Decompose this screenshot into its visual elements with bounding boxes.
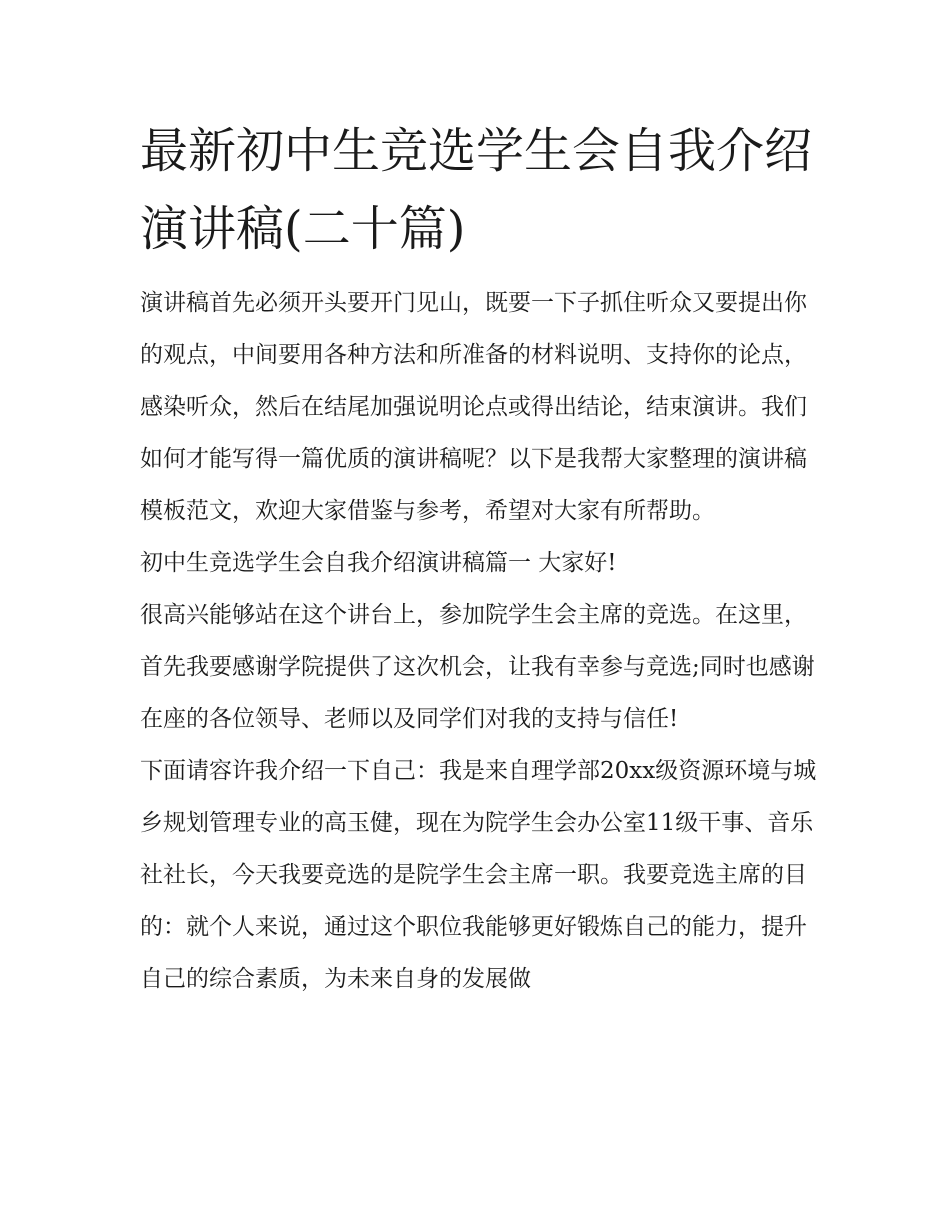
- body-paragraph: 下面请容许我介绍一下自己：我是来自理学部20xx级资源环境与城乡规划管理专业的高玉健，现在为院学生会办公室11级干事、音乐社社长，今天我要竞选的是院学生会主席一职。我要竞选主席的目的：就个人来说，通过这个职位我能够更好锻炼自己的能力，提升自己的综合素质，为未来自身的发展做: [140, 758, 817, 992]
- section-heading-paragraph: 初中生竞选学生会自我介绍演讲稿篇一 大家好!: [140, 550, 617, 576]
- document-body: [140, 277, 825, 1005]
- body-paragraph: 很高兴能够站在这个讲台上，参加院学生会主席的竞选。在这里，首先我要感谢学院提供了这次机会，让我有幸参与竞选;同时也感谢在座的各位领导、老师以及同学们对我的支持与信任!: [140, 602, 815, 732]
- document-title: 最新初中生竞选学生会自我介绍演讲稿(二十篇): [140, 123, 813, 257]
- intro-paragraph: 演讲稿首先必须开头要开门见山，既要一下子抓住听众又要提出你的观点，中间要用各种方法和所准备的材料说明、支持你的论点，感染听众，然后在结尾加强说明论点或得出结论，结束演讲。我们如何才能写得一篇优质的演讲稿呢？以下是我帮大家整理的演讲稿模板范文，欢迎大家借鉴与参考，希望对大家有所帮助。: [140, 290, 807, 524]
